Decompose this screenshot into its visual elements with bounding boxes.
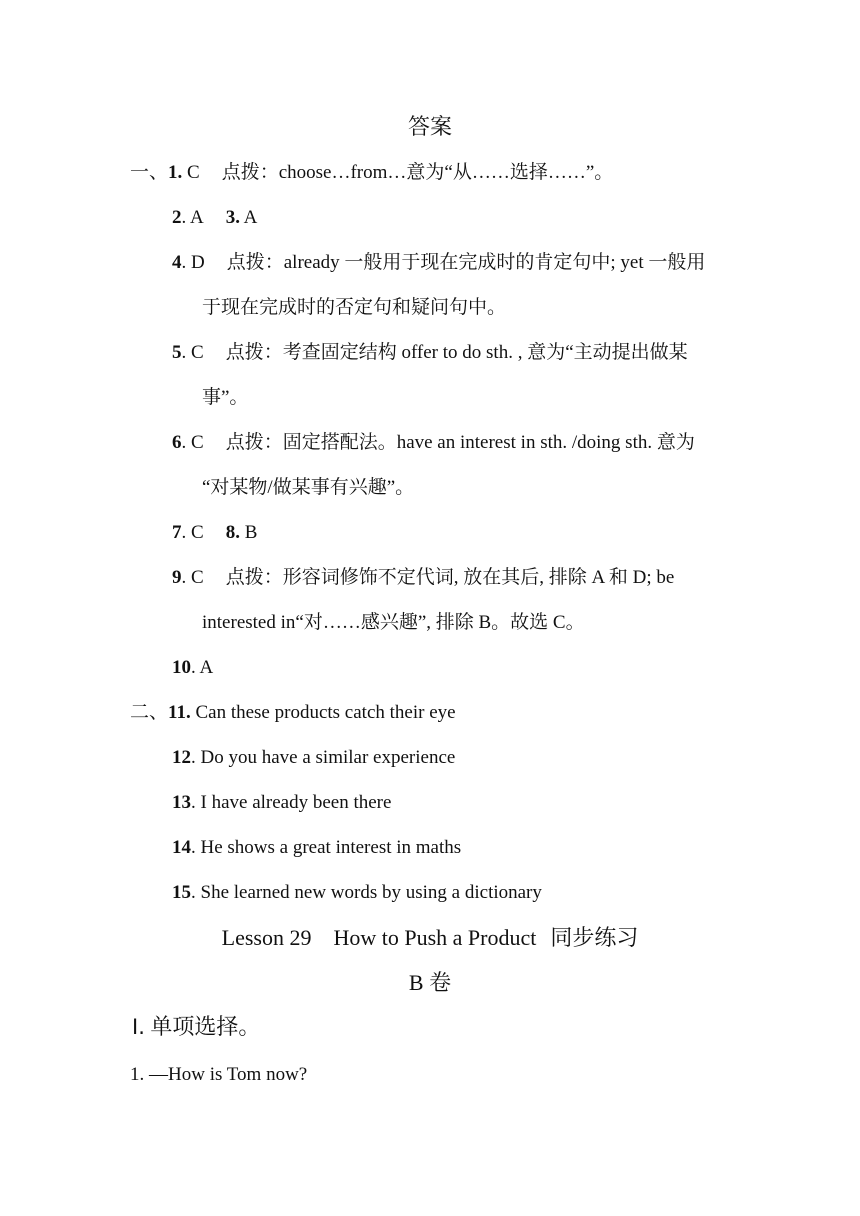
volume-label: B 卷 [408,970,452,995]
answer-sentence: . I have already been there [191,792,392,813]
answer-note: 点拨：考查固定结构 offer to do sth. , 意为“主动提出做某 [225,342,688,363]
answer-sentence: . She learned new words by using a dictionary [191,882,542,903]
answer-item-15 [172,880,542,906]
question-1: 1. —How is Tom now? [130,1064,308,1085]
answer-note: 点拨：already 一般用于现在完成时的肯定句中; yet 一般用 [226,252,706,273]
question-number: 8. [225,522,240,543]
answer-choice: . C [181,522,204,543]
question-number: 4 [172,252,182,273]
answer-sentence: Can these products catch their eye [190,702,456,723]
question-number: 12 [172,747,191,768]
question-number: 9 [172,567,182,588]
question-number: 11. [168,702,191,723]
answer-item-12 [172,745,455,771]
question-number: 15 [172,882,191,903]
answer-note-continuation: interested in“对……感兴趣”, 排除 B。故选 C。 [202,612,585,633]
answer-note-continuation: 于现在完成时的否定句和疑问句中。 [202,297,507,318]
answer-item-13 [172,790,391,816]
answer-sentence: . Do you have a similar experience [191,747,456,768]
answer-note: 点拨：choose…from…意为“从……选择……”。 [221,162,614,183]
answer-item-1 [130,160,613,186]
answer-item-6 [172,430,695,456]
answer-choice: . C [181,342,204,363]
lesson-name: How to Push a Product [333,925,537,950]
question-number: 1. [168,162,183,183]
question-number: 3. [225,207,240,228]
answer-item-2-3 [172,205,257,231]
question-number: 2 [172,207,182,228]
lesson-suffix: 同步练习 [550,925,639,950]
question-number: 10 [172,657,191,678]
section-marker: 二、 [130,702,169,723]
question-number: 5 [172,342,182,363]
answer-title: 答案 [407,114,452,139]
question-number: 6 [172,432,182,453]
answer-choice: A [243,207,258,228]
answer-choice: . C [181,432,204,453]
answer-item-7-8 [172,520,257,546]
answer-sentence: . He shows a great interest in maths [191,837,462,858]
answer-item-9 [172,565,674,591]
answer-choice: . C [181,567,204,588]
lesson-title [0,925,860,951]
question-number: 7 [172,522,182,543]
answer-note: 点拨：形容词修饰不定代词, 放在其后, 排除 A 和 D; be [225,567,675,588]
answer-note-continuation: “对某物/做某事有兴趣”。 [202,477,415,498]
answer-choice: C [187,162,200,183]
lesson-number: Lesson 29 [221,925,312,950]
part-heading-text: 单项选择。 [150,1014,261,1039]
answer-choice: B [244,522,258,543]
answer-choice: . A [191,657,214,678]
roman-numeral: Ⅰ. [132,1015,145,1039]
answer-note: 点拨：固定搭配法。have an interest in sth. /doing sth. 意为 [225,432,695,453]
part-heading [132,1014,260,1040]
answer-item-14 [172,835,461,861]
answer-item-10 [172,655,213,681]
answer-item-11 [130,700,456,726]
section-marker: 一、 [130,162,169,183]
answer-choice: . D [181,252,205,273]
answer-note-continuation: 事”。 [202,387,249,408]
answer-choice: . A [181,207,204,228]
answer-item-5 [172,340,688,366]
answer-item-4 [172,250,705,276]
question-number: 13 [172,792,191,813]
question-number: 14 [172,837,191,858]
